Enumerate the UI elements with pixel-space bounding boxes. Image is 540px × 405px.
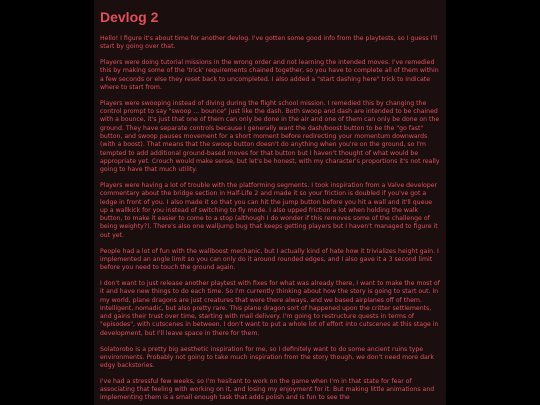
post-body — [100, 35, 440, 405]
post-paragraph: I've had a stressful few weeks, so I'm hesitant to work on the game when I'm in that state for fear of associating that feeling with working on it, and losing my enjoyment for it. But making little animations and implementing them is a small enough task that adds polish and is fun to see the — [100, 377, 435, 402]
post-paragraph: Players were doing tutorial missions in the wrong order and not learning the intended moves. I've remedied this by making some of the 'trick' requirements chained together, so you have to complete all of them within a few seconds or else they reset back to uncompleted. I also added a "start dashing here" trick to indicate where to start from. — [100, 59, 439, 91]
post-title: Devlog 2 — [100, 9, 159, 25]
post-paragraph: Solatorobo is a pretty big aesthetic inspiration for me, so I definitely want to do some ancient ruins type environments. Probably not going to take much inspiration from the story though, we don't need more dark edgy backstories. — [100, 345, 434, 370]
post-paragraph: Players were swooping instead of diving during the flight school mission. I remedied this by changing the control prompt to say "swoop ... bounce" just like the dash. Both swoop and dash are intended to be chained with a bounce, it's just that one of them can only be done in the air and one of them can only be done on the ground. They have separate controls because I generally want the dash/boost button to be the "go fast" button, and swoop pauses movement for a short moment before redirecting your momentum downwards (with a boost). That means that the swoop button doesn't do anything when you're on the ground, so I'm tempted to add additional ground-based moves for that button but I haven't thought of what would be appropriate yet. Crouch would make sense, but let's be honest, with my character's proportions it's not really going to have that much utility. — [100, 99, 440, 174]
post-paragraph: People had a lot of fun with the wallboost mechanic, but I actually kind of hate how it trivializes height gain. I implemented an angle limit so you can only do it around rounded edges, and I also gave it a 3 second limit before you need to touch the ground again. — [100, 247, 439, 272]
post-paragraph: Players were having a lot of trouble with the platforming segments. I took inspiration from a Valve developer commentary about the bridge section in Half-Life 2 and made it so your friction is doubled if you've got a ledge in front of you. I also made it so that you can hit the jump button before you hit a wall and it'll queue up a wallkick for you instead of switching to fly mode. I also upped friction a lot when holding the walk button, to make it easier to come to a stop (although I do wonder if this removes some of the challenge of being weighty?). There's also one walljump bug that keeps getting players but I haven't managed to figure it out yet. — [100, 181, 438, 239]
devlog-post — [94, 0, 446, 405]
post-paragraph: Hello! I figure it's about time for another devlog. I've gotten some good info from the playtests, so I guess I'll start by going over that. — [100, 35, 438, 51]
post-paragraph: I don't want to just release another playtest with fixes for what was already there, I want to make the most of it and have new things to do each time. So I'm currently thinking about how the story is going to start out. In my world, plane dragons are just creatures that were there always, and we based airplanes off of them. Intelligent, nomadic, but also pretty rare. This plane dragon sort of happened upon the critter settlements, and gains their trust over time, starting with mail delivery. I'm going to restructure quests in terms of "episodes", with cutscenes in between. I don't want to put a whole lot of effort into cutscenes at this stage in development, but I'll leave space in there for them. — [100, 279, 440, 337]
